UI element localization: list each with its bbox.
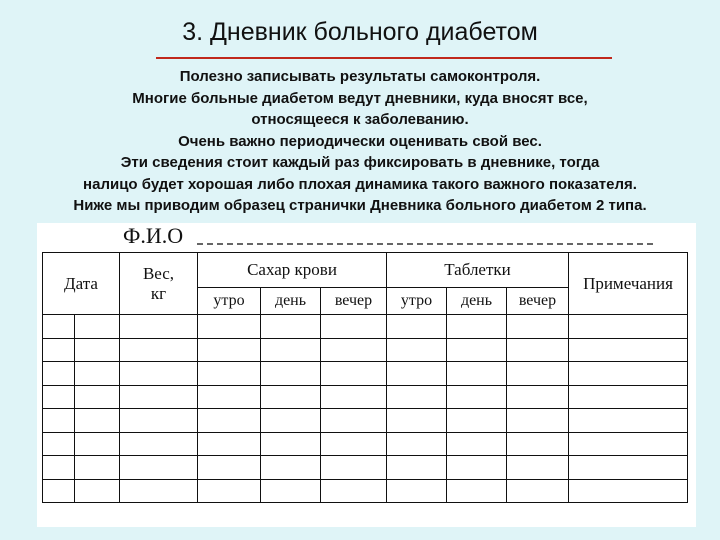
empty-cell	[261, 385, 321, 409]
empty-cell	[447, 479, 507, 503]
empty-cell	[447, 362, 507, 386]
empty-cell	[75, 338, 120, 362]
empty-cell	[198, 315, 261, 339]
empty-cell	[75, 409, 120, 433]
empty-cell	[507, 362, 569, 386]
empty-cell	[321, 385, 387, 409]
empty-cell	[321, 479, 387, 503]
empty-cell	[120, 456, 198, 480]
empty-cell	[198, 479, 261, 503]
intro-line: налицо будет хорошая либо плохая динамика такого важного показателя.	[83, 175, 637, 193]
header-weight-line2: кг	[150, 283, 167, 303]
empty-cell	[43, 385, 75, 409]
table-row	[43, 432, 688, 456]
header-notes: Примечания	[569, 253, 688, 315]
empty-cell	[569, 456, 688, 480]
empty-cell	[120, 362, 198, 386]
empty-cell	[507, 432, 569, 456]
empty-cell	[120, 385, 198, 409]
empty-cell	[447, 338, 507, 362]
empty-cell	[387, 362, 447, 386]
empty-cell	[120, 315, 198, 339]
fio-label: Ф.И.О	[123, 223, 184, 248]
empty-cell	[75, 362, 120, 386]
subheader-sugar-morning: утро	[198, 288, 261, 315]
empty-cell	[569, 479, 688, 503]
empty-cell	[447, 385, 507, 409]
empty-cell	[43, 479, 75, 503]
empty-cell	[261, 409, 321, 433]
empty-cell	[507, 338, 569, 362]
empty-cell	[120, 479, 198, 503]
empty-cell	[198, 409, 261, 433]
slide-title: 3. Дневник больного диабетом	[182, 18, 538, 46]
empty-cell	[387, 456, 447, 480]
table-row	[43, 385, 688, 409]
table-row	[43, 456, 688, 480]
table-row	[43, 479, 688, 503]
empty-cell	[321, 456, 387, 480]
empty-cell	[507, 409, 569, 433]
empty-cell	[507, 315, 569, 339]
header-pills: Таблетки	[387, 253, 569, 288]
intro-line: Ниже мы приводим образец странички Дневника больного диабетом 2 типа.	[73, 197, 647, 214]
title-underline	[156, 57, 612, 59]
header-weight-line1: Вес,	[142, 263, 175, 283]
empty-cell	[261, 338, 321, 362]
empty-cell	[569, 409, 688, 433]
empty-cell	[321, 432, 387, 456]
empty-cell	[569, 315, 688, 339]
empty-cell	[321, 315, 387, 339]
empty-cell	[507, 385, 569, 409]
subheader-pills-evening: вечер	[507, 288, 569, 315]
empty-cell	[569, 338, 688, 362]
empty-cell	[261, 479, 321, 503]
empty-cell	[387, 409, 447, 433]
empty-cell	[43, 315, 75, 339]
empty-cell	[387, 338, 447, 362]
empty-cell	[43, 409, 75, 433]
empty-cell	[387, 479, 447, 503]
table-row	[43, 362, 688, 386]
empty-cell	[120, 338, 198, 362]
fio-blank-line	[197, 243, 653, 245]
table-row	[43, 338, 688, 362]
empty-cell	[507, 456, 569, 480]
diary-body	[43, 315, 688, 503]
empty-cell	[569, 385, 688, 409]
empty-cell	[261, 315, 321, 339]
empty-cell	[75, 385, 120, 409]
empty-cell	[75, 315, 120, 339]
empty-cell	[198, 338, 261, 362]
intro-text	[0, 66, 720, 217]
intro-line: относящееся к заболеванию.	[251, 111, 469, 128]
empty-cell	[507, 479, 569, 503]
empty-cell	[261, 456, 321, 480]
header-date: Дата	[43, 253, 120, 315]
empty-cell	[447, 315, 507, 339]
empty-cell	[387, 315, 447, 339]
empty-cell	[120, 432, 198, 456]
empty-cell	[321, 409, 387, 433]
empty-cell	[387, 432, 447, 456]
subheader-pills-day: день	[447, 288, 507, 315]
empty-cell	[387, 385, 447, 409]
empty-cell	[75, 456, 120, 480]
diary-table	[42, 252, 688, 503]
empty-cell	[321, 338, 387, 362]
subheader-sugar-evening: вечер	[321, 288, 387, 315]
intro-line: Полезно записывать результаты самоконтроля.	[179, 68, 541, 85]
empty-cell	[43, 432, 75, 456]
header-blood-sugar: Сахар крови	[198, 253, 387, 288]
empty-cell	[569, 432, 688, 456]
empty-cell	[198, 362, 261, 386]
empty-cell	[75, 479, 120, 503]
empty-cell	[261, 362, 321, 386]
intro-line: Эти сведения стоит каждый раз фиксировать в дневнике, тогда	[120, 154, 600, 171]
empty-cell	[43, 456, 75, 480]
subheader-pills-morning: утро	[387, 288, 447, 315]
empty-cell	[198, 385, 261, 409]
intro-line: Многие больные диабетом ведут дневники, куда вносят все,	[132, 89, 588, 107]
empty-cell	[321, 362, 387, 386]
table-row	[43, 315, 688, 339]
empty-cell	[261, 432, 321, 456]
empty-cell	[43, 362, 75, 386]
empty-cell	[75, 432, 120, 456]
empty-cell	[120, 409, 198, 433]
diary-page-sample	[37, 223, 696, 527]
empty-cell	[43, 338, 75, 362]
subheader-sugar-day: день	[261, 288, 321, 315]
empty-cell	[447, 409, 507, 433]
empty-cell	[447, 456, 507, 480]
header-weight	[120, 253, 198, 315]
empty-cell	[447, 432, 507, 456]
empty-cell	[569, 362, 688, 386]
empty-cell	[198, 456, 261, 480]
intro-line: Очень важно периодически оценивать свой вес.	[178, 132, 542, 150]
table-row	[43, 409, 688, 433]
empty-cell	[198, 432, 261, 456]
